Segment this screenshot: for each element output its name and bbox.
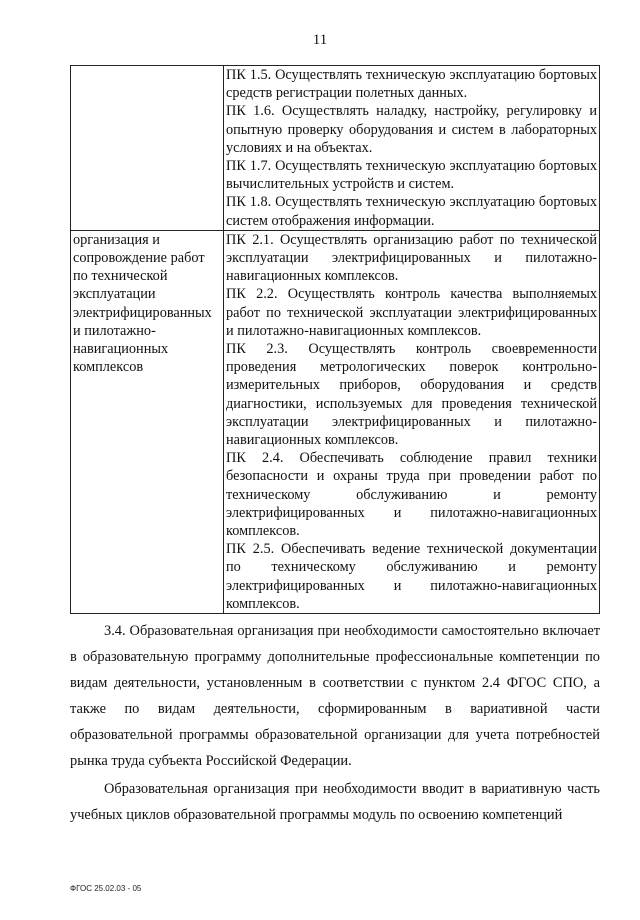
table-row <box>71 230 600 613</box>
competency-item: ПК 2.4. Обеспечивать соблюдение правил техники безопасности и охраны труда при проведении работ по техническому обслуживанию и ремонту электрифицированных и пилотажно-навигационных комплексов. <box>226 450 597 540</box>
competency-item: ПК 1.6. Осуществлять наладку, настройку, регулировку и опытную проверку оборудования и систем в лабораторных условиях и на объектах. <box>226 103 597 156</box>
competency-item: ПК 1.8. Осуществлять техническую эксплуатацию бортовых систем отображения информации. <box>226 194 597 229</box>
paragraph-3-4: 3.4. Образовательная организация при необходимости самостоятельно включает в образовательную программу дополнительные профессиональные компетенции по видам деятельности, установленным в соответствии с пунктом 2.4 ФГОС СПО, а также по видам деятельности, сформированным в вариативной части образовательной программы образовательной организации для учета потребностей рынка труда субъекта Российской Федерации. <box>70 623 600 769</box>
activity-area-cell <box>71 66 224 231</box>
competency-item: ПК 1.7. Осуществлять техническую эксплуатацию бортовых вычислительных устройств и систем. <box>226 158 597 193</box>
paragraph-variative-part: Образовательная организация при необходимости вводит в вариативную часть учебных циклов образовательной программы модуль по освоению компетенций <box>70 781 600 823</box>
competency-item: ПК 2.3. Осуществлять контроль своевременности проведения метрологических поверок контрольно-измерительных приборов, оборудования и средств диагностики, используемых для проведения технической эксплуатации электрифицированных и пилотажно-навигационных комплексов. <box>226 341 597 449</box>
competencies-cell <box>224 66 600 231</box>
footer-document-code: ФГОС 25.02.03 - 05 <box>70 884 142 893</box>
table-row <box>71 66 600 231</box>
activity-area-text: организация и сопровождение работ по технической эксплуатации электрифицированных и пилотажно-навигационных комплексов <box>73 231 212 376</box>
activity-area-cell <box>71 230 224 613</box>
competency-item: ПК 2.2. Осуществлять контроль качества выполняемых работ по технической эксплуатации электрифицированных и пилотажно-навигационных комплексов. <box>226 286 597 339</box>
competencies-cell <box>224 230 600 613</box>
page-number: 11 <box>312 32 328 48</box>
competency-item: ПК 1.5. Осуществлять техническую эксплуатацию бортовых средств регистрации полетных данных. <box>226 67 597 102</box>
competency-item: ПК 2.1. Осуществлять организацию работ по технической эксплуатации электрифицированных и пилотажно-навигационных комплексов. <box>226 231 597 285</box>
competency-table <box>70 65 600 614</box>
competency-item: ПК 2.5. Обеспечивать ведение технической документации по техническому обслуживанию и ремонту электрифицированных и пилотажно-навигационных комплексов. <box>226 541 597 612</box>
